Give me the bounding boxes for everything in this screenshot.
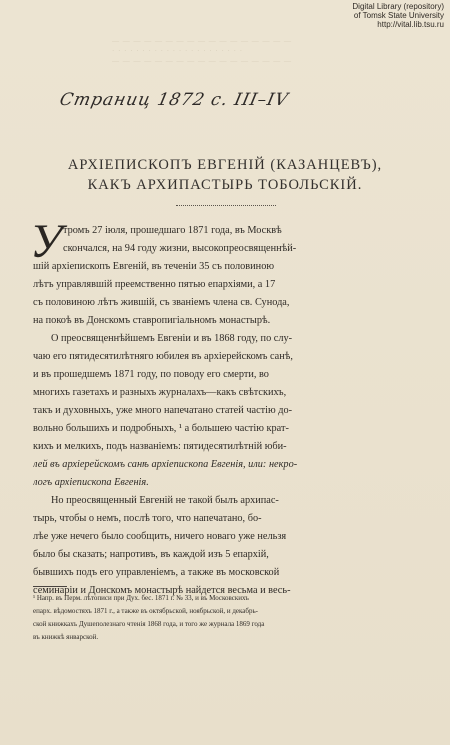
text-line: тырь, чтобы о немъ, послѣ того, что напечатано, бо-: [33, 513, 262, 524]
paragraph-2: [33, 330, 415, 492]
handwritten-note: Страниц 1872 с. III–IV: [57, 90, 291, 110]
watermark-line-3: http://vital.lib.tsu.ru: [377, 20, 444, 29]
footnote-line: ¹ Напр. въ Перм. лѣтописи при Дух. бес. 1871 г. № 33, и въ Московскихъ: [33, 594, 249, 602]
text-line: лей въ архіерейскомъ санѣ архіепископа Евгенія, или: некро-: [33, 459, 298, 470]
title-ornament-divider: [176, 205, 276, 212]
text-line: чаю его пятидесятилѣтняго юбилея въ архіерейскомъ санѣ,: [33, 351, 293, 362]
text-line: кихъ и мелкихъ, подъ названіемъ: пятидесятилѣтній юби-: [33, 441, 287, 452]
text-line: бывшихъ подъ его управленіемъ, а также въ московской: [33, 567, 280, 578]
footnote-line: епарх. вѣдомостяхъ 1871 г., а также въ октябрьской, ноябрьской, и декабрь-: [33, 607, 258, 615]
text-line: лѣе уже нечего было сообщить, ничего новаго уже нельзя: [33, 531, 287, 542]
reverse-side-bleed-through: — — — — — — — — — — — — — — — — — · · · · · · · · · · · · · · · · · · · · · · — — — — — — — — — — — — — — — — —: [112, 37, 292, 65]
watermark-line-1: Digital Library (repository): [352, 2, 444, 11]
text-line: тромъ 27 іюля, прошедшаго 1871 года, въ Москвѣ: [63, 225, 282, 236]
text-line: съ половиною лѣтъ жившій, съ званіемъ члена св. Сунода,: [33, 297, 290, 308]
article-title: [30, 155, 420, 195]
text-line: и въ прошедшемъ 1871 году, по поводу его смерти, во: [33, 369, 269, 380]
handwritten-annotation: [57, 90, 340, 126]
text-line: логъ архіепископа Евгенія.: [33, 477, 149, 488]
text-line: такъ и духовныхъ, уже много напечатано статей частію до-: [33, 405, 293, 416]
footnote-line: въ книжкѣ январской.: [33, 633, 99, 641]
text-line: на покоѣ въ Донскомъ ставропигіальномъ монастырѣ.: [33, 315, 271, 326]
title-line-1: АРХІЕПИСКОПЪ ЕВГЕНІЙ (КАЗАНЦЕВЪ),: [67, 157, 383, 173]
footnote: [33, 592, 415, 644]
paragraph-3: [33, 492, 415, 600]
text-line: многихъ газетахъ и разныхъ журналахъ—какъ свѣтскихъ,: [33, 387, 287, 398]
text-line: О преосвященнѣйшемъ Евгеніи и въ 1868 году, по слу-: [51, 333, 293, 344]
text-line: было бы сказать; напротивъ, въ каждой изъ 5 епархій,: [33, 549, 269, 560]
footnote-rule: [33, 586, 67, 587]
text-line: шій архіепископъ Евгеній, въ теченіи 35 съ половиною: [33, 261, 275, 272]
library-watermark: [352, 2, 444, 29]
text-line: скончался, на 94 году жизни, высокопреосвященнѣй-: [63, 243, 297, 254]
text-line: вольно большихъ и подробныхъ, ¹ а большею частію крат-: [33, 423, 289, 434]
text-line: семинаріи и Донскомъ монастырѣ найдется весьма и весь-: [33, 585, 291, 596]
footnote-line: ской книжкахъ Душеполезнаго чтенія 1868 года, и того же журнала 1869 года: [33, 620, 265, 628]
title-line-2: КАКЪ АРХИПАСТЫРЬ ТОБОЛЬСКІЙ.: [87, 177, 363, 193]
text-line: лѣтъ управлявшій преемственно пятью епархіями, а 17: [33, 279, 276, 290]
drop-cap: У: [30, 215, 63, 268]
article-body: [33, 222, 415, 600]
watermark-line-2: of Tomsk State University: [353, 11, 444, 20]
paragraph-1: [33, 222, 415, 330]
text-line: Но преосвященный Евгеній не такой былъ архипас-: [51, 495, 279, 506]
